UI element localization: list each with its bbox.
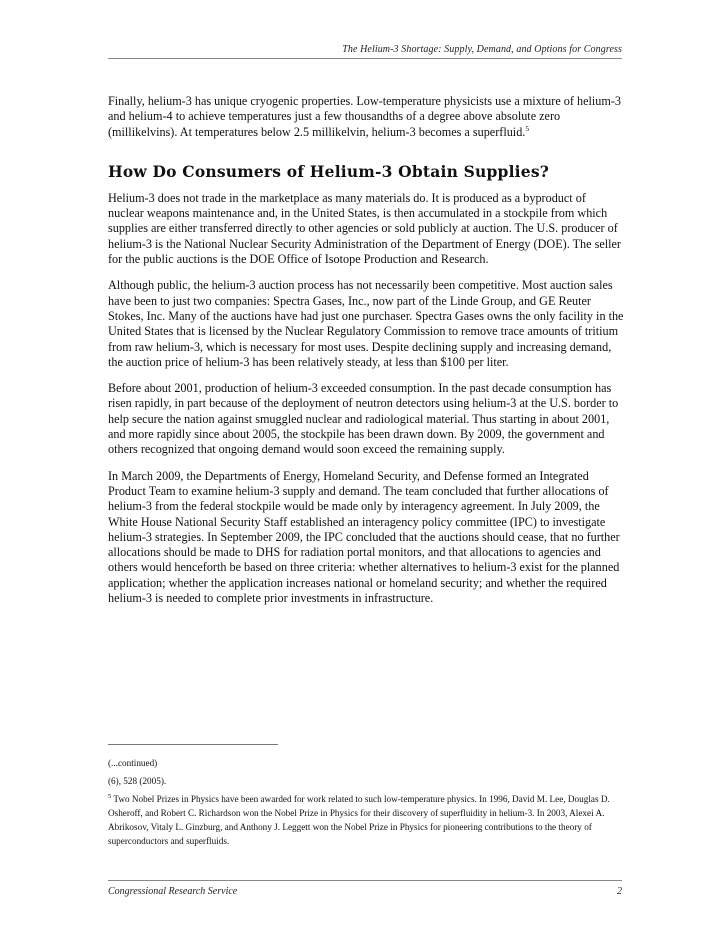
- footnotes: [108, 756, 624, 852]
- paragraph-cryogenic: [108, 94, 624, 140]
- footnote-5: [108, 792, 624, 848]
- paragraph-consumption: Before about 2001, production of helium-3 exceeded consumption. In the past decade consumption has risen rapidly, in part because of the deployment of neutron detectors using helium-3 at the U.S. border to help secure the nation against smuggled nuclear and radiological material. Thus starting in about 2001, and more rapidly since about 2005, the stockpile has been drawn down. By 2009, the government and others recognized that ongoing demand would soon exceed the remaining supply.: [108, 381, 619, 457]
- paragraph-ipc: In March 2009, the Departments of Energy, Homeland Security, and Defense formed an Integrated Product Team to examine helium-3 supply and demand. The team concluded that further allocations of helium-3 from the federal stockpile would be made only by interagency agreement. In July 2009, the White House National Security Staff established an interagency policy committee (IPC) to investigate helium-3 strategies. In September 2009, the IPC concluded that the auctions should cease, that no further allocations should be made to DHS for radiation portal monitors, and that allocations to agencies and others would henceforth be based on three criteria: whether alternatives to helium-3 exist for the planned application; whether the application increases national or homeland security; and whether the required helium-3 is needed to complete prior investments in infrastructure.: [108, 468, 620, 606]
- footnote-rule: [108, 744, 278, 745]
- paragraph-production: Helium-3 does not trade in the marketplace as many materials do. It is produced as a byproduct of nuclear weapons maintenance and, in the United States, is then accumulated in a stockpile from which supplies are either transferred directly to other agencies or sold publicly at auction. The U.S. producer of helium-3 is the National Nuclear Security Administration of the Department of Energy (DOE). The seller for the public auctions is the DOE Office of Isotope Production and Research.: [108, 190, 621, 267]
- paragraph-auction: Although public, the helium-3 auction process has not necessarily been competitive. Most auction sales have been to just two companies: Spectra Gases, Inc., now part of the Linde Group, and GE Reuter Stokes, Inc. Many of the auctions have had just one purchaser. Spectra Gases owns the only facility in the United States that is licensed by the Nuclear Regulatory Commission to remove trace amounts of tritium from raw helium-3, which is necessary for most uses. Despite declining supply and increasing demand, the auction price of helium-3 has been relatively steady, at less than $100 per liter.: [108, 278, 624, 369]
- page-number: 2: [617, 886, 622, 897]
- footer-rule: [108, 880, 622, 881]
- paragraph-cryogenic-text: Finally, helium-3 has unique cryogenic properties. Low-temperature physicists use a mixture of helium-3 and helium-4 to achieve temperatures just a few thousandths of a degree above absolute zero (millikelvins). At temperatures below 2.5 millikelvin, helium-3 becomes a superfluid.: [108, 94, 621, 139]
- main-content: [108, 94, 624, 617]
- footnote-continued-label: (...continued): [108, 758, 158, 768]
- footnote-continued-text: (6), 528 (2005).: [108, 776, 167, 786]
- header-rule: [108, 58, 622, 59]
- footnote-reference-5[interactable]: 5: [525, 123, 530, 133]
- running-header: The Helium-3 Shortage: Supply, Demand, and Options for Congress: [342, 44, 622, 55]
- footnote-5-text: Two Nobel Prizes in Physics have been awarded for work related to such low-temperature physics. In 1996, David M. Lee, Douglas D. Osheroff, and Robert C. Richardson won the Nobel Prize in Physics for their discovery of superfluidity in helium-3. In 2003, Alexei A. Abrikosov, Vitaly L. Ginzburg, and Anthony J. Leggett won the Nobel Prize in Physics for pioneering contributions to the theory of superconductors and superfluids.: [108, 794, 610, 846]
- section-heading: How Do Consumers of Helium-3 Obtain Supplies?: [108, 161, 550, 181]
- footnote-5-number: 5: [108, 792, 112, 800]
- footer-organization: Congressional Research Service: [108, 886, 238, 897]
